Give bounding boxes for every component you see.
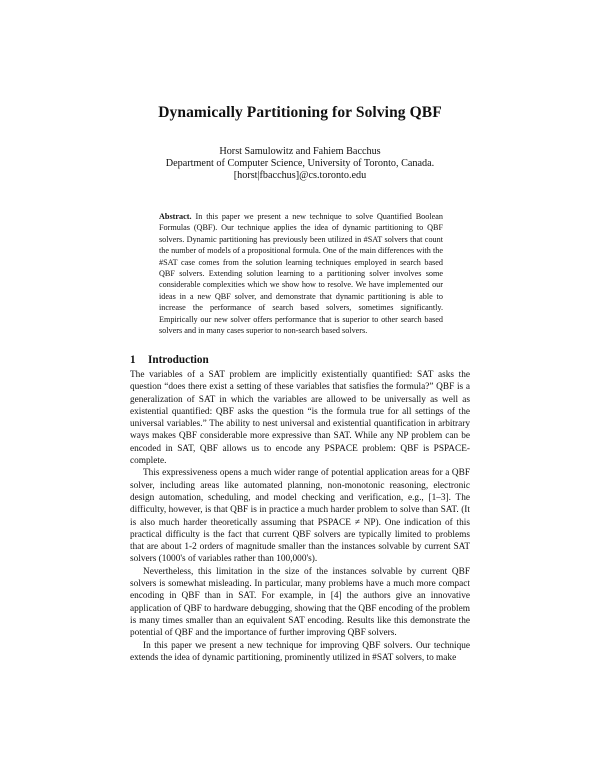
abstract-label: Abstract. bbox=[159, 212, 192, 221]
paragraph: Nevertheless, this limitation in the size of the instances solvable by current QBF solvers is somewhat misleading. In particular, many problems have a much more compact encoding in QBF than in SAT. For example, in [4] the authors give an innovative application of QBF to hardware debugging, showing that the QBF encoding of the problem is many times smaller than an equivalent SAT encoding. Results like this demonstrate the potential of QBF and the importance of further improving QBF solvers. bbox=[130, 566, 470, 639]
author-block bbox=[0, 146, 600, 182]
paragraph: This expressiveness opens a much wider range of potential application areas for a QBF solver, including areas like automated planning, non-monotonic reasoning, electronic design automation, scheduling, and model checking and verification, e.g., [1–3]. The difficulty, however, is that QBF is in practice a much harder problem to solve than SAT. (It is also much harder theoretically assuming that PSPACE ≠ NP). One indication of this practical difficulty is the fact that current QBF solvers are typically limited to problems that are about 1-2 orders of magnitude smaller than the instances solvable by current SAT solvers (1000's of variables rather than 100,000's). bbox=[130, 468, 470, 565]
paper-title: Dynamically Partitioning for Solving QBF bbox=[158, 104, 442, 121]
author-email: [horst|fbacchus]@cs.toronto.edu bbox=[233, 170, 367, 181]
section-heading bbox=[130, 354, 470, 366]
section-number: 1 bbox=[130, 354, 136, 366]
section-body bbox=[130, 369, 470, 664]
paragraph: The variables of a SAT problem are implicitly existentially quantified: SAT asks the question “does there exist a setting of these variables that satisfies the formula?” QBF is a generalization of SAT in which the variables are allowed to be universally as well as existential quantified: QBF asks the question “is the formula true for all settings of the universal variables.” The ability to nest universal and existential quantification in arbitrary ways makes QBF considerable more expressive than SAT. While any NP problem can be encoded in SAT, QBF allows us to encode any PSPACE problem: QBF is PSPACE-complete. bbox=[130, 370, 470, 467]
author-names: Horst Samulowitz and Fahiem Bacchus bbox=[219, 146, 381, 157]
author-affiliation: Department of Computer Science, University of Toronto, Canada. bbox=[165, 158, 435, 169]
abstract-text: In this paper we present a new technique to solve Quantified Boolean Formulas (QBF). Our technique applies the idea of dynamic partitioning to QBF solvers. Dynamic partitioning has previously been utilized in #SAT solvers that count the number of models of a propositional formula. One of the main differences with the #SAT case comes from the solution learning techniques employed in search based QBF solvers. Extending solution learning to a partitioning solver involves some considerable complexities which we show how to resolve. We have implemented our ideas in a new QBF solver, and demonstrate that dynamic partitioning is able to increase the performance of search based solvers, sometimes significantly. Empirically our new solver offers performance that is superior to other search based solvers and in many cases superior to non-search based solvers. bbox=[159, 212, 443, 336]
section-title: Introduction bbox=[148, 354, 209, 366]
paragraph: In this paper we present a new technique for improving QBF solvers. Our technique extends the idea of dynamic partitioning, prominently utilized in #SAT solvers, to make bbox=[130, 640, 470, 663]
abstract bbox=[159, 211, 443, 336]
